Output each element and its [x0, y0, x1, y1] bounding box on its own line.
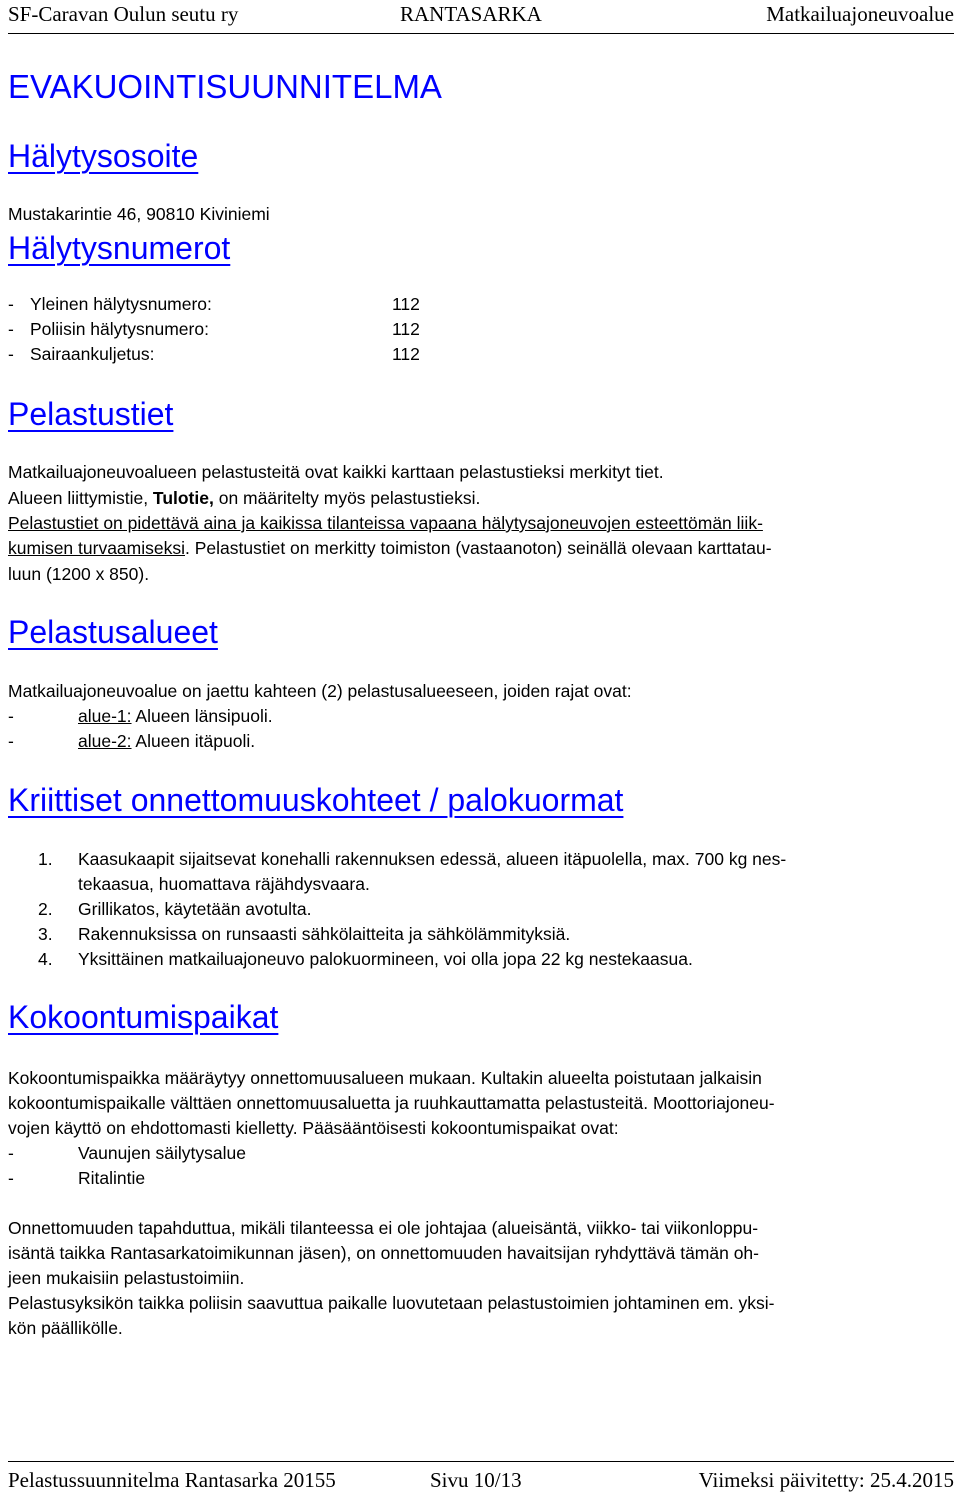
text-span: on määritelty myös pelastustieksi. [213, 488, 481, 508]
rescue-roads-line [8, 538, 772, 559]
heading-rescue-areas: Pelastusalueet [8, 614, 218, 650]
list-dash: - [8, 1143, 14, 1163]
rescue-roads-line [8, 488, 480, 509]
list-dash: - [8, 731, 14, 751]
list-dash: - [8, 294, 14, 314]
assembly-para2-line: isäntä taikka Rantasarkatoimikunnan jäsen), on onnettomuuden havaitsijan ryhdyttävä tämän oh- [8, 1243, 759, 1263]
text-span: kumisen turvaamiseksi [8, 538, 185, 558]
alarm-number-label: Yleinen hälytysnumero: [30, 294, 212, 314]
footer-divider [8, 1461, 954, 1462]
list-number: 4. [38, 949, 53, 969]
assembly-line: kokoontumispaikalle välttäen onnettomuusaluetta ja ruuhkauttamatta pelastusteitä. Moottoriajoneu- [8, 1093, 775, 1113]
critical-item-line: Rakennuksissa on runsaasti sähkölaitteita ja sähkölämmityksiä. [78, 924, 571, 944]
rescue-area-item [78, 706, 273, 727]
rescue-area-key: alue-1: [78, 706, 132, 726]
rescue-area-key: alue-2: [78, 731, 132, 751]
alarm-number-value: 112 [392, 319, 420, 339]
list-dash: - [8, 1168, 14, 1188]
assembly-para2-line: Onnettomuuden tapahduttua, mikäli tilanteessa ei ole johtajaa (alueisäntä, viikko- tai viikonloppu- [8, 1218, 759, 1238]
footer-page-number: Sivu 10/13 [430, 1468, 522, 1492]
rescue-area-item [78, 731, 255, 752]
alarm-number-label: Poliisin hälytysnumero: [30, 319, 209, 339]
rescue-roads-line: luun (1200 x 850). [8, 564, 150, 584]
alarm-number-value: 112 [392, 344, 420, 364]
heading-assembly-points: Kokoontumispaikat [8, 999, 279, 1035]
list-number: 3. [38, 924, 53, 944]
page-footer [8, 1468, 954, 1494]
critical-item-line: Yksittäinen matkailuajoneuvo palokuormineen, voi olla jopa 22 kg nestekaasua. [78, 949, 693, 969]
critical-item-line: tekaasua, huomattava räjähdysvaara. [78, 874, 370, 894]
list-dash: - [8, 319, 14, 339]
alarm-address-text: Mustakarintie 46, 90810 Kiviniemi [8, 204, 270, 224]
heading-alarm-address: Hälytysosoite [8, 138, 199, 174]
list-number: 2. [38, 899, 53, 919]
text-span: . Pelastustiet on merkitty toimiston (vastaanoton) seinällä olevaan karttatau- [185, 538, 772, 558]
critical-item-line: Kaasukaapit sijaitsevat konehalli rakennuksen edessä, alueen itäpuolella, max. 700 kg nes- [78, 849, 787, 869]
list-dash: - [8, 706, 14, 726]
entry-road-name: Tulotie, [152, 488, 214, 508]
assembly-line: Kokoontumispaikka määräytyy onnettomuusalueen mukaan. Kultakin alueelta poistutaan jalkaisin [8, 1068, 762, 1088]
assembly-line: vojen käyttö on ehdottomasti kielletty. Pääsääntöisesti kokoontumispaikat ovat: [8, 1118, 619, 1138]
rescue-roads-line: Pelastustiet on pidettävä aina ja kaikissa tilanteissa vapaana hälytysajoneuvojen esteettömän liik- [8, 513, 763, 533]
list-dash: - [8, 344, 14, 364]
assembly-para2-line: kön päällikölle. [8, 1318, 123, 1338]
rescue-areas-intro: Matkailuajoneuvoalue on jaettu kahteen (2) pelastusalueeseen, joiden rajat ovat: [8, 681, 632, 701]
page-title: EVAKUOINTISUUNNITELMA [8, 68, 442, 105]
assembly-para2-line: Pelastusyksikön taikka poliisin saavuttua paikalle luovutetaan pelastustoimien johtaminen em. yksi- [8, 1293, 775, 1313]
page-header [8, 2, 954, 28]
critical-item-line: Grillikatos, käytetään avotulta. [78, 899, 312, 919]
footer-last-updated: Viimeksi päivitetty: 25.4.2015 [698, 1468, 954, 1492]
list-number: 1. [38, 849, 53, 869]
header-area-type: Matkailuajoneuvoalue [766, 2, 954, 26]
alarm-number-label: Sairaankuljetus: [30, 344, 155, 364]
header-divider [8, 33, 954, 34]
rescue-area-desc: Alueen itäpuoli. [131, 731, 256, 751]
alarm-number-value: 112 [392, 294, 420, 314]
text-span: Alueen liittymistie, [8, 488, 153, 508]
heading-alarm-numbers: Hälytysnumerot [8, 230, 231, 266]
heading-rescue-roads: Pelastustiet [8, 396, 174, 432]
assembly-place: Vaunujen säilytysalue [78, 1143, 246, 1163]
rescue-area-desc: Alueen länsipuoli. [131, 706, 273, 726]
assembly-para2-line: jeen mukaisiin pelastustoimiin. [8, 1268, 245, 1288]
assembly-place: Ritalintie [78, 1168, 146, 1188]
rescue-roads-line: Matkailuajoneuvoalueen pelastusteitä ovat kaikki karttaan pelastustieksi merkityt tiet. [8, 462, 664, 482]
header-organization: SF-Caravan Oulun seutu ry [8, 2, 239, 26]
heading-critical-targets: Kriittiset onnettomuuskohteet / palokuormat [8, 782, 624, 818]
header-location: RANTASARKA [400, 2, 542, 26]
footer-document-name: Pelastussuunnitelma Rantasarka 20155 [8, 1468, 336, 1492]
